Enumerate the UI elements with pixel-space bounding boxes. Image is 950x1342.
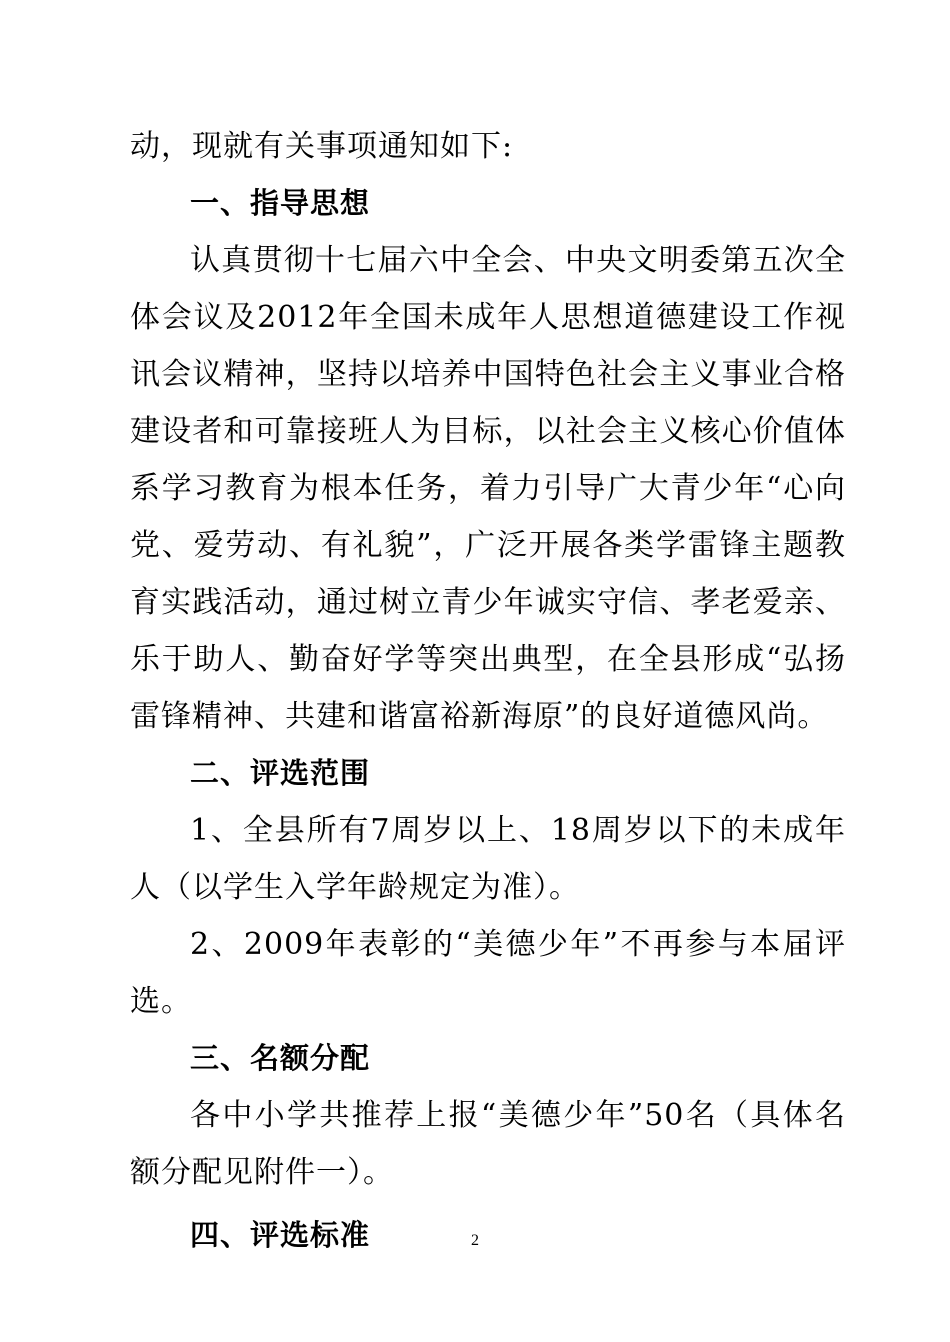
section-heading-selection-criteria: 四、评选标准 [190, 1218, 371, 1252]
opening-line: 动，现就有关事项通知如下: [130, 129, 514, 164]
quota-allocation-paragraph: 各中小学共推荐上报“美德少年”50名（具体名额分配见附件一）。 [130, 1098, 846, 1190]
guiding-ideology-paragraph: 认真贯彻十七届六中全会、中央文明委第五次全体会议及2012年全国未成年人思想道德建设工作视讯会议精神，坚持以培养中国特色社会主义事业合格建设者和可靠接班人为目标，以社会主义核心价值体系学习教育为根本任务，着力引导广大青少年“心向党、爱劳动、有礼貌”，广泛开展各类学雷锋主题教育实践活动，通过树立青少年诚实守信、孝老爱亲、乐于助人、勤奋好学等突出典型，在全县形成“弘扬雷锋精神、共建和谐富裕新海原”的良好道德风尚。 [130, 243, 846, 734]
section-heading-quota-allocation: 三、名额分配 [190, 1041, 371, 1075]
section-heading-guiding-ideology: 一、指导思想 [190, 186, 371, 220]
selection-scope-item-1: 1、全县所有7周岁以上、18周岁以下的未成年人（以学生入学年龄规定为准）。 [130, 813, 846, 905]
section-heading-selection-scope: 二、评选范围 [190, 756, 371, 790]
selection-scope-item-2: 2、2009年表彰的“美德少年”不再参与本届评选。 [130, 927, 846, 1019]
document-body [130, 118, 846, 1264]
page-number: 2 [471, 1232, 479, 1249]
